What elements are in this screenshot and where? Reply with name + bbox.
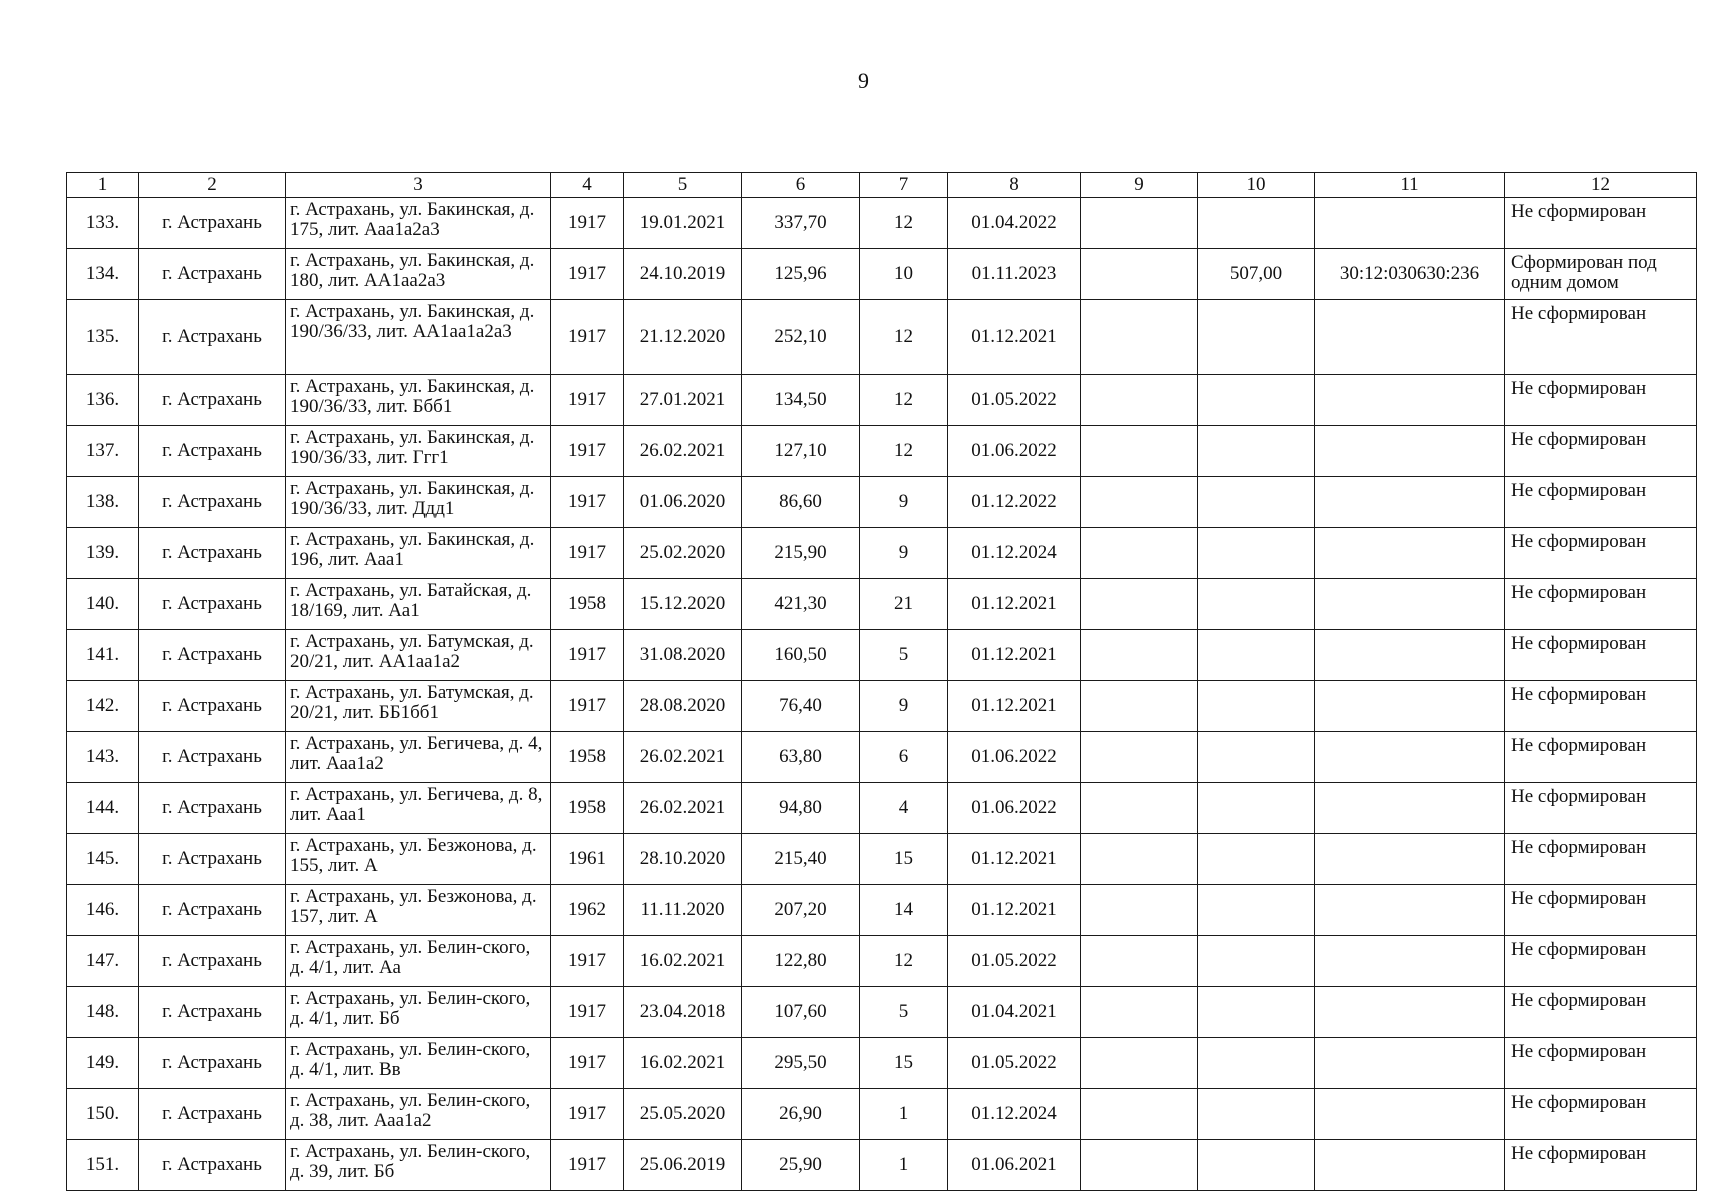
housing-registry-table: [66, 172, 1697, 1191]
living-area-cell: 295,50: [742, 1038, 860, 1089]
city-cell: г. Астрахань: [139, 528, 286, 579]
column-9-cell: [1081, 732, 1198, 783]
cadastral-number-cell: [1315, 198, 1505, 249]
row-number-cell: 146.: [67, 885, 139, 936]
column-9-cell: [1081, 1089, 1198, 1140]
column-9-cell: [1081, 198, 1198, 249]
deadline-date-cell: 01.12.2022: [948, 477, 1081, 528]
living-area-cell: 421,30: [742, 579, 860, 630]
residents-count-cell: 21: [860, 579, 948, 630]
year-built-cell: 1917: [551, 300, 624, 375]
row-number-cell: 150.: [67, 1089, 139, 1140]
land-status-cell: Не сформирован: [1505, 198, 1697, 249]
column-header: 10: [1198, 173, 1315, 198]
address-cell: г. Астрахань, ул. Батайская, д. 18/169, лит. Аа1: [286, 579, 551, 630]
living-area-cell: 160,50: [742, 630, 860, 681]
land-area-cell: [1198, 681, 1315, 732]
city-cell: г. Астрахань: [139, 834, 286, 885]
column-header: 2: [139, 173, 286, 198]
inspection-date-cell: 26.02.2021: [624, 783, 742, 834]
inspection-date-cell: 19.01.2021: [624, 198, 742, 249]
row-number-cell: 148.: [67, 987, 139, 1038]
inspection-date-cell: 01.06.2020: [624, 477, 742, 528]
land-area-cell: [1198, 987, 1315, 1038]
residents-count-cell: 12: [860, 198, 948, 249]
residents-count-cell: 5: [860, 987, 948, 1038]
residents-count-cell: 12: [860, 375, 948, 426]
land-status-cell: Не сформирован: [1505, 1140, 1697, 1191]
deadline-date-cell: 01.12.2021: [948, 885, 1081, 936]
city-cell: г. Астрахань: [139, 198, 286, 249]
address-cell: г. Астрахань, ул. Белин-ского, д. 4/1, лит. Бб: [286, 987, 551, 1038]
city-cell: г. Астрахань: [139, 1038, 286, 1089]
row-number-cell: 145.: [67, 834, 139, 885]
table-row: [67, 528, 1697, 579]
city-cell: г. Астрахань: [139, 426, 286, 477]
city-cell: г. Астрахань: [139, 375, 286, 426]
column-header: 1: [67, 173, 139, 198]
address-cell: г. Астрахань, ул. Белин-ского, д. 4/1, лит. Вв: [286, 1038, 551, 1089]
residents-count-cell: 9: [860, 477, 948, 528]
living-area-cell: 76,40: [742, 681, 860, 732]
inspection-date-cell: 24.10.2019: [624, 249, 742, 300]
column-9-cell: [1081, 630, 1198, 681]
city-cell: г. Астрахань: [139, 783, 286, 834]
deadline-date-cell: 01.06.2022: [948, 732, 1081, 783]
year-built-cell: 1958: [551, 579, 624, 630]
land-status-cell: Не сформирован: [1505, 783, 1697, 834]
living-area-cell: 252,10: [742, 300, 860, 375]
deadline-date-cell: 01.05.2022: [948, 936, 1081, 987]
land-status-cell: Не сформирован: [1505, 426, 1697, 477]
deadline-date-cell: 01.12.2021: [948, 630, 1081, 681]
year-built-cell: 1917: [551, 1089, 624, 1140]
address-cell: г. Астрахань, ул. Бакинская, д. 190/36/33, лит. АА1аа1а2а3: [286, 300, 551, 375]
city-cell: г. Астрахань: [139, 300, 286, 375]
city-cell: г. Астрахань: [139, 1089, 286, 1140]
column-9-cell: [1081, 528, 1198, 579]
land-area-cell: [1198, 426, 1315, 477]
table-row: [67, 987, 1697, 1038]
land-area-cell: [1198, 375, 1315, 426]
row-number-cell: 136.: [67, 375, 139, 426]
residents-count-cell: 1: [860, 1089, 948, 1140]
table-row: [67, 1089, 1697, 1140]
column-9-cell: [1081, 426, 1198, 477]
table-row: [67, 630, 1697, 681]
address-cell: г. Астрахань, ул. Белин-ского, д. 4/1, лит. Аа: [286, 936, 551, 987]
inspection-date-cell: 26.02.2021: [624, 426, 742, 477]
registry-body: [67, 198, 1697, 1191]
year-built-cell: 1917: [551, 198, 624, 249]
inspection-date-cell: 23.04.2018: [624, 987, 742, 1038]
living-area-cell: 337,70: [742, 198, 860, 249]
column-number-row: [67, 173, 1697, 198]
column-9-cell: [1081, 579, 1198, 630]
land-status-cell: Не сформирован: [1505, 834, 1697, 885]
column-header: 5: [624, 173, 742, 198]
address-cell: г. Астрахань, ул. Бегичева, д. 4, лит. Ааа1а2: [286, 732, 551, 783]
residents-count-cell: 12: [860, 936, 948, 987]
land-status-cell: Не сформирован: [1505, 630, 1697, 681]
column-9-cell: [1081, 375, 1198, 426]
land-area-cell: 507,00: [1198, 249, 1315, 300]
column-9-cell: [1081, 885, 1198, 936]
row-number-cell: 139.: [67, 528, 139, 579]
row-number-cell: 142.: [67, 681, 139, 732]
land-status-cell: Не сформирован: [1505, 732, 1697, 783]
row-number-cell: 135.: [67, 300, 139, 375]
cadastral-number-cell: [1315, 834, 1505, 885]
land-area-cell: [1198, 783, 1315, 834]
row-number-cell: 149.: [67, 1038, 139, 1089]
land-status-cell: Не сформирован: [1505, 300, 1697, 375]
land-area-cell: [1198, 579, 1315, 630]
column-9-cell: [1081, 249, 1198, 300]
column-header: 6: [742, 173, 860, 198]
land-status-cell: Не сформирован: [1505, 477, 1697, 528]
cadastral-number-cell: [1315, 936, 1505, 987]
city-cell: г. Астрахань: [139, 579, 286, 630]
deadline-date-cell: 01.04.2022: [948, 198, 1081, 249]
cadastral-number-cell: [1315, 987, 1505, 1038]
living-area-cell: 215,90: [742, 528, 860, 579]
city-cell: г. Астрахань: [139, 732, 286, 783]
table-row: [67, 885, 1697, 936]
land-area-cell: [1198, 198, 1315, 249]
year-built-cell: 1917: [551, 936, 624, 987]
address-cell: г. Астрахань, ул. Бакинская, д. 196, лит. Ааа1: [286, 528, 551, 579]
cadastral-number-cell: [1315, 783, 1505, 834]
cadastral-number-cell: [1315, 426, 1505, 477]
land-area-cell: [1198, 1089, 1315, 1140]
deadline-date-cell: 01.12.2021: [948, 579, 1081, 630]
land-area-cell: [1198, 1140, 1315, 1191]
table-row: [67, 477, 1697, 528]
row-number-cell: 151.: [67, 1140, 139, 1191]
page-number: 9: [858, 68, 869, 93]
table-row: [67, 834, 1697, 885]
residents-count-cell: 9: [860, 528, 948, 579]
inspection-date-cell: 26.02.2021: [624, 732, 742, 783]
land-area-cell: [1198, 477, 1315, 528]
land-status-cell: Не сформирован: [1505, 528, 1697, 579]
inspection-date-cell: 16.02.2021: [624, 1038, 742, 1089]
living-area-cell: 215,40: [742, 834, 860, 885]
column-9-cell: [1081, 1140, 1198, 1191]
table-row: [67, 375, 1697, 426]
table-row: [67, 249, 1697, 300]
inspection-date-cell: 16.02.2021: [624, 936, 742, 987]
land-status-cell: Не сформирован: [1505, 885, 1697, 936]
inspection-date-cell: 25.02.2020: [624, 528, 742, 579]
column-header: 12: [1505, 173, 1697, 198]
living-area-cell: 125,96: [742, 249, 860, 300]
deadline-date-cell: 01.12.2021: [948, 834, 1081, 885]
column-9-cell: [1081, 987, 1198, 1038]
year-built-cell: 1917: [551, 375, 624, 426]
inspection-date-cell: 31.08.2020: [624, 630, 742, 681]
cadastral-number-cell: [1315, 1089, 1505, 1140]
inspection-date-cell: 27.01.2021: [624, 375, 742, 426]
residents-count-cell: 9: [860, 681, 948, 732]
deadline-date-cell: 01.06.2021: [948, 1140, 1081, 1191]
deadline-date-cell: 01.12.2024: [948, 1089, 1081, 1140]
land-status-cell: Не сформирован: [1505, 936, 1697, 987]
row-number-cell: 138.: [67, 477, 139, 528]
row-number-cell: 134.: [67, 249, 139, 300]
column-header: 4: [551, 173, 624, 198]
address-cell: г. Астрахань, ул. Белин-ского, д. 39, лит. Бб: [286, 1140, 551, 1191]
deadline-date-cell: 01.05.2022: [948, 375, 1081, 426]
column-header: 3: [286, 173, 551, 198]
deadline-date-cell: 01.04.2021: [948, 987, 1081, 1038]
living-area-cell: 94,80: [742, 783, 860, 834]
year-built-cell: 1958: [551, 732, 624, 783]
land-status-cell: Не сформирован: [1505, 681, 1697, 732]
row-number-cell: 133.: [67, 198, 139, 249]
land-area-cell: [1198, 1038, 1315, 1089]
land-status-cell: Не сформирован: [1505, 375, 1697, 426]
residents-count-cell: 15: [860, 834, 948, 885]
living-area-cell: 122,80: [742, 936, 860, 987]
residents-count-cell: 12: [860, 300, 948, 375]
table-row: [67, 300, 1697, 375]
address-cell: г. Астрахань, ул. Бакинская, д. 190/36/33, лит. Ггг1: [286, 426, 551, 477]
address-cell: г. Астрахань, ул. Бакинская, д. 175, лит. Ааа1а2а3: [286, 198, 551, 249]
year-built-cell: 1917: [551, 426, 624, 477]
column-header: 11: [1315, 173, 1505, 198]
year-built-cell: 1917: [551, 681, 624, 732]
cadastral-number-cell: [1315, 528, 1505, 579]
column-header: 9: [1081, 173, 1198, 198]
residents-count-cell: 12: [860, 426, 948, 477]
column-9-cell: [1081, 1038, 1198, 1089]
inspection-date-cell: 21.12.2020: [624, 300, 742, 375]
living-area-cell: 127,10: [742, 426, 860, 477]
residents-count-cell: 6: [860, 732, 948, 783]
column-9-cell: [1081, 783, 1198, 834]
address-cell: г. Астрахань, ул. Бегичева, д. 8, лит. Ааа1: [286, 783, 551, 834]
land-area-cell: [1198, 885, 1315, 936]
living-area-cell: 134,50: [742, 375, 860, 426]
row-number-cell: 144.: [67, 783, 139, 834]
cadastral-number-cell: [1315, 885, 1505, 936]
inspection-date-cell: 28.08.2020: [624, 681, 742, 732]
cadastral-number-cell: [1315, 732, 1505, 783]
cadastral-number-cell: [1315, 630, 1505, 681]
deadline-date-cell: 01.12.2021: [948, 681, 1081, 732]
cadastral-number-cell: [1315, 1038, 1505, 1089]
residents-count-cell: 10: [860, 249, 948, 300]
inspection-date-cell: 25.06.2019: [624, 1140, 742, 1191]
inspection-date-cell: 25.05.2020: [624, 1089, 742, 1140]
land-status-cell: Не сформирован: [1505, 1038, 1697, 1089]
inspection-date-cell: 28.10.2020: [624, 834, 742, 885]
table-row: [67, 936, 1697, 987]
year-built-cell: 1917: [551, 249, 624, 300]
year-built-cell: 1917: [551, 1140, 624, 1191]
city-cell: г. Астрахань: [139, 477, 286, 528]
city-cell: г. Астрахань: [139, 1140, 286, 1191]
land-area-cell: [1198, 732, 1315, 783]
address-cell: г. Астрахань, ул. Бакинская, д. 190/36/33, лит. Ддд1: [286, 477, 551, 528]
cadastral-number-cell: [1315, 579, 1505, 630]
residents-count-cell: 1: [860, 1140, 948, 1191]
address-cell: г. Астрахань, ул. Белин-ского, д. 38, лит. Ааа1а2: [286, 1089, 551, 1140]
row-number-cell: 137.: [67, 426, 139, 477]
city-cell: г. Астрахань: [139, 936, 286, 987]
city-cell: г. Астрахань: [139, 681, 286, 732]
land-status-cell: Сформирован под одним домом: [1505, 249, 1697, 300]
land-area-cell: [1198, 936, 1315, 987]
land-status-cell: Не сформирован: [1505, 1089, 1697, 1140]
column-9-cell: [1081, 477, 1198, 528]
column-header: 8: [948, 173, 1081, 198]
year-built-cell: 1917: [551, 1038, 624, 1089]
land-area-cell: [1198, 528, 1315, 579]
table-row: [67, 579, 1697, 630]
column-9-cell: [1081, 834, 1198, 885]
residents-count-cell: 4: [860, 783, 948, 834]
living-area-cell: 25,90: [742, 1140, 860, 1191]
inspection-date-cell: 11.11.2020: [624, 885, 742, 936]
year-built-cell: 1917: [551, 528, 624, 579]
land-status-cell: Не сформирован: [1505, 579, 1697, 630]
column-9-cell: [1081, 936, 1198, 987]
cadastral-number-cell: [1315, 300, 1505, 375]
deadline-date-cell: 01.06.2022: [948, 783, 1081, 834]
deadline-date-cell: 01.11.2023: [948, 249, 1081, 300]
inspection-date-cell: 15.12.2020: [624, 579, 742, 630]
table-row: [67, 783, 1697, 834]
cadastral-number-cell: [1315, 681, 1505, 732]
table-row: [67, 198, 1697, 249]
living-area-cell: 26,90: [742, 1089, 860, 1140]
land-area-cell: [1198, 630, 1315, 681]
cadastral-number-cell: [1315, 1140, 1505, 1191]
cadastral-number-cell: 30:12:030630:236: [1315, 249, 1505, 300]
address-cell: г. Астрахань, ул. Батумская, д. 20/21, лит. ББ1бб1: [286, 681, 551, 732]
table-row: [67, 1038, 1697, 1089]
table-row: [67, 1140, 1697, 1191]
deadline-date-cell: 01.06.2022: [948, 426, 1081, 477]
table-row: [67, 681, 1697, 732]
land-area-cell: [1198, 834, 1315, 885]
residents-count-cell: 14: [860, 885, 948, 936]
column-9-cell: [1081, 300, 1198, 375]
deadline-date-cell: 01.12.2024: [948, 528, 1081, 579]
year-built-cell: 1962: [551, 885, 624, 936]
address-cell: г. Астрахань, ул. Безжонова, д. 155, лит. А: [286, 834, 551, 885]
table-row: [67, 732, 1697, 783]
cadastral-number-cell: [1315, 375, 1505, 426]
column-header: 7: [860, 173, 948, 198]
residents-count-cell: 5: [860, 630, 948, 681]
address-cell: г. Астрахань, ул. Бакинская, д. 190/36/33, лит. Ббб1: [286, 375, 551, 426]
deadline-date-cell: 01.05.2022: [948, 1038, 1081, 1089]
city-cell: г. Астрахань: [139, 630, 286, 681]
living-area-cell: 86,60: [742, 477, 860, 528]
year-built-cell: 1917: [551, 477, 624, 528]
living-area-cell: 107,60: [742, 987, 860, 1038]
row-number-cell: 143.: [67, 732, 139, 783]
year-built-cell: 1917: [551, 630, 624, 681]
residents-count-cell: 15: [860, 1038, 948, 1089]
row-number-cell: 141.: [67, 630, 139, 681]
column-9-cell: [1081, 681, 1198, 732]
table-row: [67, 426, 1697, 477]
land-area-cell: [1198, 300, 1315, 375]
city-cell: г. Астрахань: [139, 885, 286, 936]
year-built-cell: 1958: [551, 783, 624, 834]
address-cell: г. Астрахань, ул. Бакинская, д. 180, лит. АА1аа2а3: [286, 249, 551, 300]
year-built-cell: 1917: [551, 987, 624, 1038]
city-cell: г. Астрахань: [139, 249, 286, 300]
land-status-cell: Не сформирован: [1505, 987, 1697, 1038]
row-number-cell: 147.: [67, 936, 139, 987]
cadastral-number-cell: [1315, 477, 1505, 528]
address-cell: г. Астрахань, ул. Безжонова, д. 157, лит. А: [286, 885, 551, 936]
row-number-cell: 140.: [67, 579, 139, 630]
living-area-cell: 63,80: [742, 732, 860, 783]
living-area-cell: 207,20: [742, 885, 860, 936]
year-built-cell: 1961: [551, 834, 624, 885]
deadline-date-cell: 01.12.2021: [948, 300, 1081, 375]
address-cell: г. Астрахань, ул. Батумская, д. 20/21, лит. АА1аа1а2: [286, 630, 551, 681]
city-cell: г. Астрахань: [139, 987, 286, 1038]
